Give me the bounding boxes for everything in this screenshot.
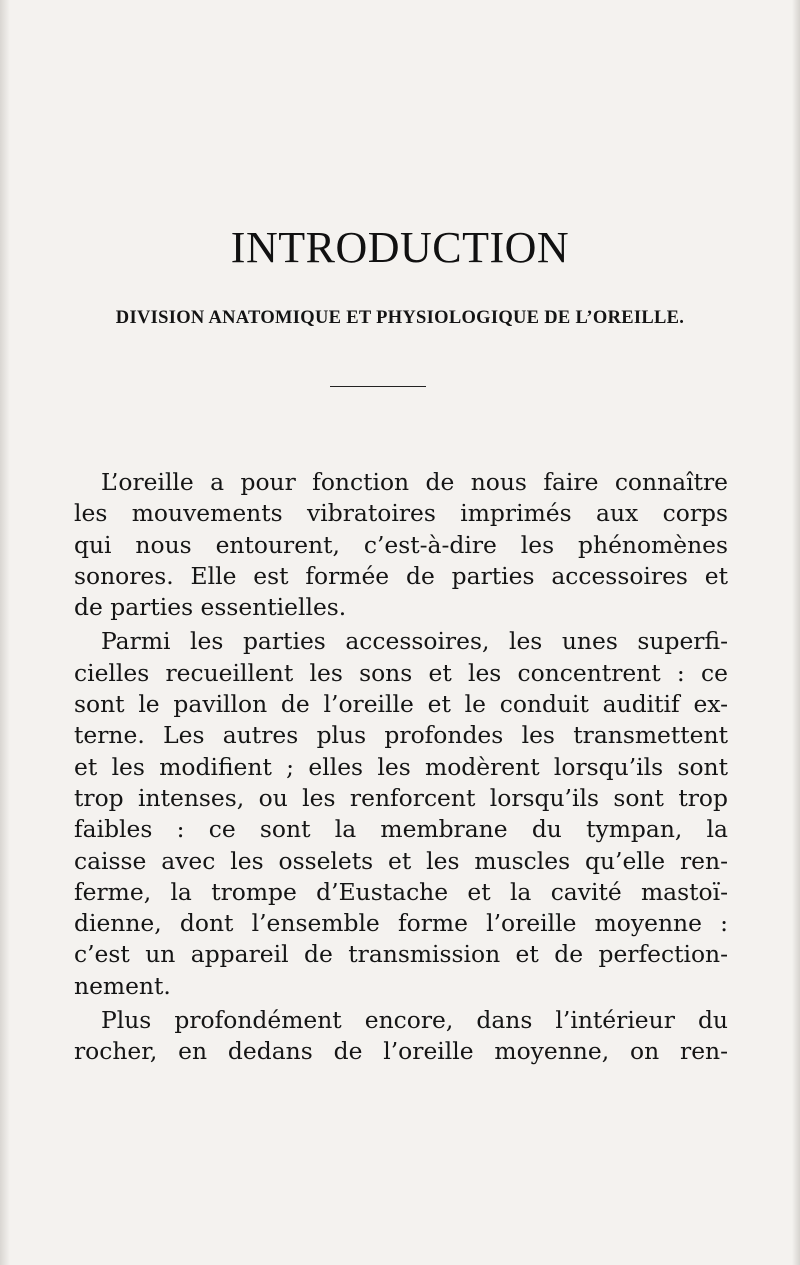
- paragraph-line: les mouvements vibratoires imprimés aux corps: [74, 499, 728, 528]
- body-text: [74, 467, 728, 1068]
- page-edge-right: [792, 0, 800, 1265]
- paragraph-line: dienne, dont l’ensemble forme l’oreille moyenne :: [74, 909, 728, 938]
- chapter-title: INTRODUCTION: [230, 223, 570, 272]
- paragraph-line: caisse avec les osselets et les muscles qu’elle ren-: [74, 846, 728, 875]
- paragraph-line: rocher, en dedans de l’oreille moyenne, on ren-: [74, 1037, 728, 1066]
- paragraph-line: et les modifient ; elles les modèrent lorsqu’ils sont: [74, 752, 728, 781]
- title-divider: [330, 386, 426, 387]
- paragraph-line: nement.: [74, 971, 171, 1000]
- paragraph-line: c’est un appareil de transmission et de perfection-: [74, 940, 728, 969]
- paragraph-line: qui nous entourent, c’est-à-dire les phénomènes: [74, 530, 728, 559]
- paragraph-line: ferme, la trompe d’Eustache et la cavité mastoï-: [74, 877, 728, 906]
- paragraph-line: cielles recueillent les sons et les concentrent : ce: [74, 658, 728, 687]
- chapter-subtitle: DIVISION ANATOMIQUE ET PHYSIOLOGIQUE DE L’OREILLE.: [115, 308, 685, 328]
- paragraph-line: sonores. Elle est formée de parties accessoires et: [74, 561, 728, 590]
- paragraph-line: sont le pavillon de l’oreille et le conduit auditif ex-: [74, 690, 728, 719]
- paragraph-line: L’oreille a pour fonction de nous faire connaître: [101, 468, 728, 496]
- paragraph-line: terne. Les autres plus profondes les transmettent: [74, 721, 728, 750]
- paragraph-line: de parties essentielles.: [74, 593, 347, 622]
- paragraph-line: faibles : ce sont la membrane du tympan, la: [74, 815, 728, 844]
- paragraph-line: trop intenses, ou les renforcent lorsqu’ils sont trop: [74, 783, 728, 812]
- page-edge-left: [0, 0, 10, 1265]
- paragraph-line: Plus profondément encore, dans l’intérieur du: [101, 1006, 728, 1035]
- paragraph-line: Parmi les parties accessoires, les unes superfi-: [101, 627, 728, 656]
